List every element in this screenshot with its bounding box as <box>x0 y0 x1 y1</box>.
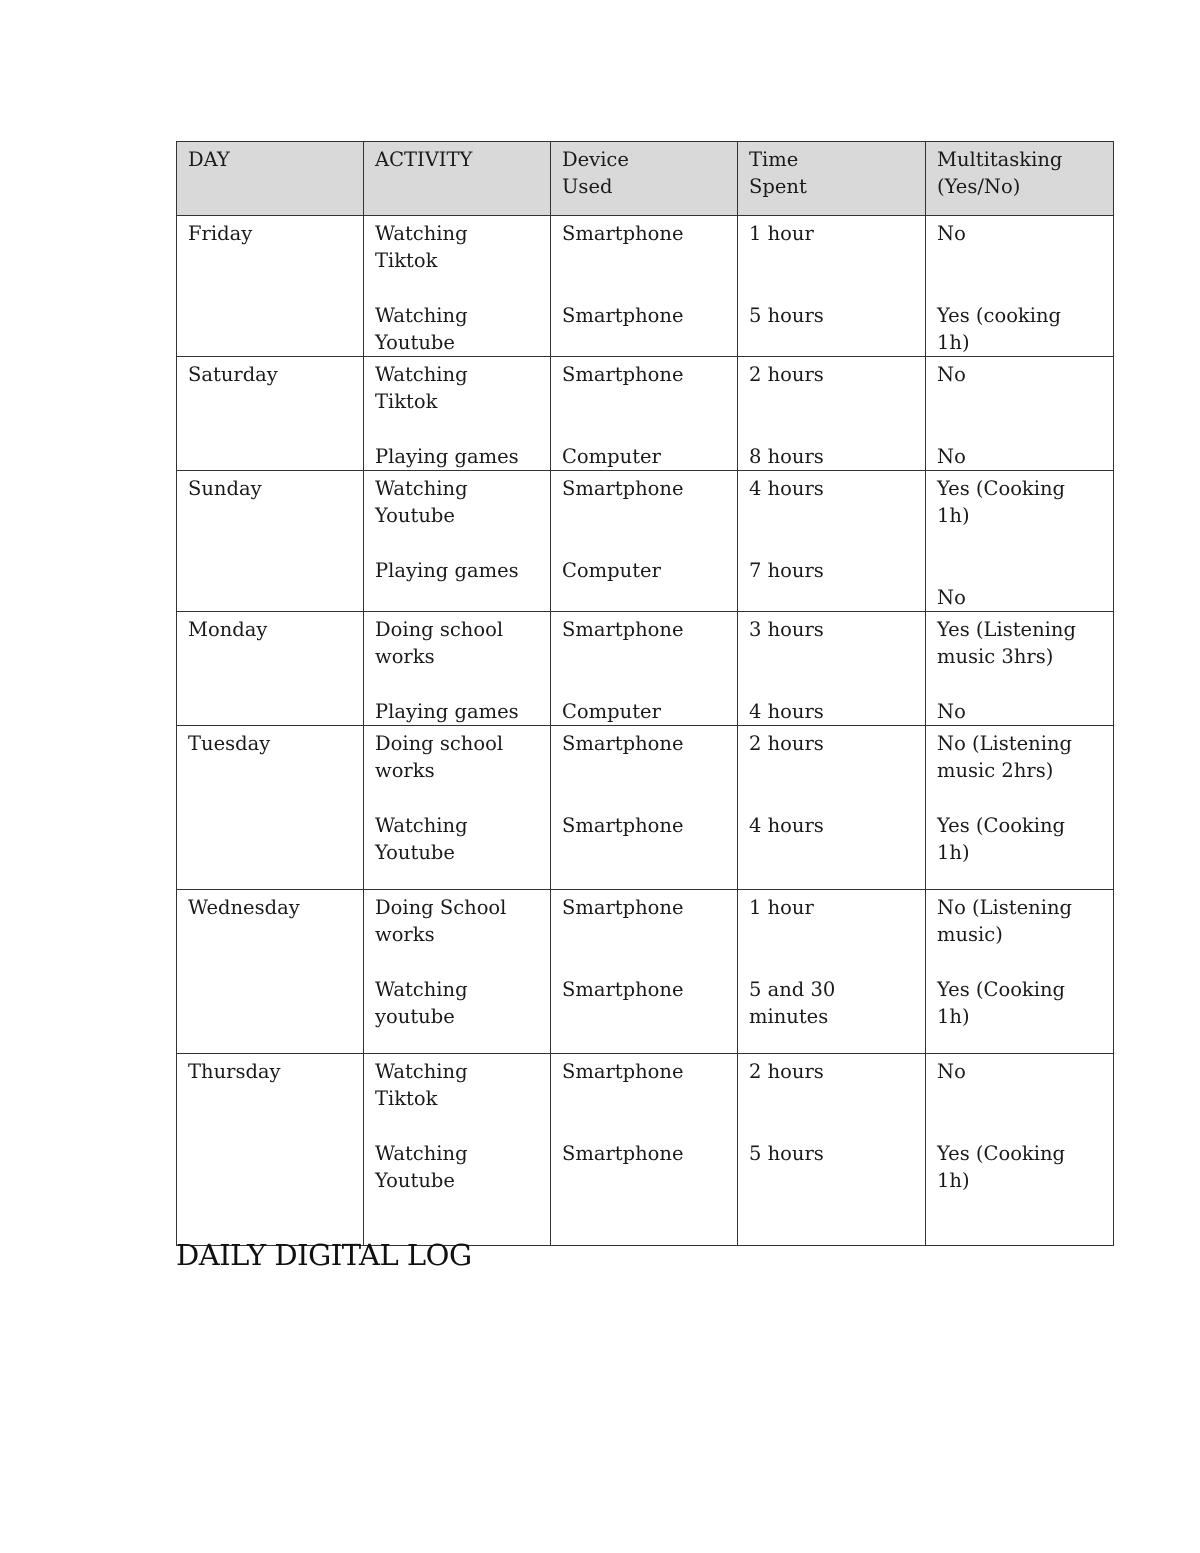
device-entry: Smartphone <box>562 814 684 837</box>
device-cell <box>551 890 738 1054</box>
multitasking-cell <box>926 890 1114 1054</box>
entry-gap <box>375 415 540 443</box>
time-spent-cell <box>738 726 926 890</box>
time-spent-entry: 5 hours <box>749 1142 824 1165</box>
activity-entry: Playing games <box>375 700 519 723</box>
multitasking-entry: No <box>937 700 966 723</box>
day-cell <box>177 357 364 471</box>
multitasking-entry: music 3hrs) <box>937 645 1054 668</box>
entry-gap <box>375 948 540 976</box>
activity-entry: Watching <box>375 363 468 386</box>
activity-entry: Watching <box>375 477 468 500</box>
multitasking-entry: No (Listening <box>937 732 1073 755</box>
time-spent-entry: 2 hours <box>749 1060 824 1083</box>
device-entry: Smartphone <box>562 1060 684 1083</box>
entry-gap <box>562 670 727 698</box>
header-cell-day <box>177 142 364 216</box>
multitasking-entry: No <box>937 586 966 609</box>
spacer <box>937 1085 1103 1112</box>
multitasking-entry: No <box>937 222 966 245</box>
time-spent-entry: 3 hours <box>749 618 824 641</box>
multitasking-entry: 1h) <box>937 1169 970 1192</box>
multitasking-entry: No <box>937 1060 966 1083</box>
device-entry: Computer <box>562 559 661 582</box>
activity-entry: Watching <box>375 1060 468 1083</box>
time-spent-entry: 1 hour <box>749 896 814 919</box>
entry-gap <box>375 1112 540 1140</box>
header-text: DAY <box>188 148 230 171</box>
spacer <box>562 502 727 529</box>
device-entry: Smartphone <box>562 978 684 1001</box>
multitasking-cell <box>926 726 1114 890</box>
spacer <box>749 921 915 948</box>
table-row <box>177 216 1114 357</box>
entry-gap <box>375 274 540 302</box>
device-entry: Smartphone <box>562 618 684 641</box>
header-text: Multitasking <box>937 148 1063 171</box>
activity-entry: Doing School <box>375 896 507 919</box>
header-text: (Yes/No) <box>937 175 1021 198</box>
multitasking-entry: Yes (Cooking <box>937 477 1066 500</box>
day-label: Tuesday <box>188 732 271 755</box>
entry-gap <box>749 529 915 557</box>
entry-gap <box>375 529 540 557</box>
activity-entry: Tiktok <box>375 249 438 272</box>
day-cell <box>177 890 364 1054</box>
entry-gap <box>749 784 915 812</box>
activity-entry: Doing school <box>375 732 504 755</box>
device-entry: Smartphone <box>562 304 684 327</box>
time-spent-cell <box>738 471 926 612</box>
spacer <box>749 643 915 670</box>
day-cell <box>177 216 364 357</box>
entry-gap <box>937 274 1103 302</box>
table-row <box>177 357 1114 471</box>
device-cell <box>551 357 738 471</box>
day-cell <box>177 726 364 890</box>
header-cell-device <box>551 142 738 216</box>
header-text: ACTIVITY <box>375 148 473 171</box>
entry-gap <box>749 948 915 976</box>
spacer <box>749 757 915 784</box>
time-spent-entry: 4 hours <box>749 477 824 500</box>
activity-cell <box>364 216 551 357</box>
multitasking-entry: No (Listening <box>937 896 1073 919</box>
multitasking-entry: 1h) <box>937 331 970 354</box>
activity-entry: Watching <box>375 1142 468 1165</box>
activity-entry: Watching <box>375 814 468 837</box>
entry-gap <box>937 529 1103 557</box>
table-header-row <box>177 142 1114 216</box>
entry-gap <box>562 274 727 302</box>
time-spent-entry: 1 hour <box>749 222 814 245</box>
activity-entry: works <box>375 645 435 668</box>
spacer <box>562 921 727 948</box>
device-entry: Smartphone <box>562 896 684 919</box>
activity-entry: Youtube <box>375 331 455 354</box>
activity-entry: Watching <box>375 978 468 1001</box>
activity-entry: Tiktok <box>375 390 438 413</box>
table-row <box>177 471 1114 612</box>
time-spent-cell <box>738 357 926 471</box>
activity-cell <box>364 357 551 471</box>
multitasking-entry: Yes (cooking <box>937 304 1062 327</box>
table-row <box>177 1054 1114 1246</box>
day-cell <box>177 471 364 612</box>
daily-digital-log-table <box>176 141 1114 1246</box>
device-cell <box>551 612 738 726</box>
time-spent-entry: 2 hours <box>749 732 824 755</box>
device-entry: Smartphone <box>562 1142 684 1165</box>
spacer <box>749 247 915 274</box>
multitasking-cell <box>926 357 1114 471</box>
device-entry: Smartphone <box>562 732 684 755</box>
time-spent-entry: 8 hours <box>749 445 824 468</box>
entry-gap <box>749 274 915 302</box>
activity-entry: Playing games <box>375 445 519 468</box>
activity-entry: Watching <box>375 222 468 245</box>
multitasking-entry: Yes (Listening <box>937 618 1076 641</box>
activity-entry: Doing school <box>375 618 504 641</box>
spacer <box>562 247 727 274</box>
entry-gap <box>749 1112 915 1140</box>
entry-gap <box>375 670 540 698</box>
multitasking-entry: 1h) <box>937 504 970 527</box>
multitasking-entry: 1h) <box>937 1005 970 1028</box>
activity-entry: works <box>375 759 435 782</box>
entry-gap <box>937 670 1103 698</box>
multitasking-cell <box>926 1054 1114 1246</box>
spacer <box>749 1085 915 1112</box>
multitasking-cell <box>926 471 1114 612</box>
table-row <box>177 726 1114 890</box>
activity-entry: works <box>375 923 435 946</box>
spacer <box>937 247 1103 274</box>
activity-entry: youtube <box>375 1005 455 1028</box>
activity-cell <box>364 471 551 612</box>
entry-gap <box>562 529 727 557</box>
entry-gap <box>937 784 1103 812</box>
spacer <box>937 388 1103 415</box>
spacer <box>562 643 727 670</box>
spacer <box>562 388 727 415</box>
day-cell <box>177 1054 364 1246</box>
multitasking-entry: music) <box>937 923 1003 946</box>
time-spent-entry: 4 hours <box>749 700 824 723</box>
time-spent-cell <box>738 1054 926 1246</box>
day-label: Friday <box>188 222 253 245</box>
time-spent-entry: 4 hours <box>749 814 824 837</box>
time-spent-entry: 2 hours <box>749 363 824 386</box>
spacer <box>749 502 915 529</box>
activity-cell <box>364 726 551 890</box>
header-cell-multitasking <box>926 142 1114 216</box>
time-spent-entry: 7 hours <box>749 559 824 582</box>
spacer <box>562 1085 727 1112</box>
device-entry: Smartphone <box>562 222 684 245</box>
header-text: Time <box>749 148 799 171</box>
device-cell <box>551 1054 738 1246</box>
device-entry: Smartphone <box>562 363 684 386</box>
activity-entry: Youtube <box>375 1169 455 1192</box>
time-spent-cell <box>738 890 926 1054</box>
time-spent-cell <box>738 216 926 357</box>
entry-gap <box>562 1112 727 1140</box>
entry-gap <box>749 670 915 698</box>
entry-gap <box>749 415 915 443</box>
multitasking-entry: Yes (Cooking <box>937 1142 1066 1165</box>
time-spent-entry: minutes <box>749 1005 829 1028</box>
multitasking-entry: No <box>937 445 966 468</box>
spacer <box>562 757 727 784</box>
device-entry: Smartphone <box>562 477 684 500</box>
entry-gap <box>562 784 727 812</box>
entry-gap <box>937 415 1103 443</box>
multitasking-cell <box>926 612 1114 726</box>
activity-entry: Youtube <box>375 504 455 527</box>
header-text: Used <box>562 175 613 198</box>
time-spent-entry: 5 hours <box>749 304 824 327</box>
time-spent-cell <box>738 612 926 726</box>
header-text: Spent <box>749 175 807 198</box>
table-row <box>177 612 1114 726</box>
header-cell-time <box>738 142 926 216</box>
entry-gap <box>937 948 1103 976</box>
multitasking-entry: No <box>937 363 966 386</box>
activity-entry: Tiktok <box>375 1087 438 1110</box>
multitasking-entry: 1h) <box>937 841 970 864</box>
header-text: Device <box>562 148 629 171</box>
entry-gap <box>562 948 727 976</box>
day-label: Saturday <box>188 363 278 386</box>
multitasking-entry: Yes (Cooking <box>937 814 1066 837</box>
entry-gap <box>562 415 727 443</box>
day-label: Sunday <box>188 477 262 500</box>
page-title: DAILY DIGITAL LOG <box>176 1238 472 1272</box>
day-label: Wednesday <box>188 896 300 919</box>
day-cell <box>177 612 364 726</box>
activity-entry: Watching <box>375 304 468 327</box>
activity-entry: Youtube <box>375 841 455 864</box>
activity-cell <box>364 890 551 1054</box>
day-label: Thursday <box>188 1060 281 1083</box>
table-row <box>177 890 1114 1054</box>
device-cell <box>551 471 738 612</box>
multitasking-cell <box>926 216 1114 357</box>
multitasking-entry: music 2hrs) <box>937 759 1054 782</box>
entry-gap <box>937 1112 1103 1140</box>
entry-gap <box>375 784 540 812</box>
spacer <box>937 557 1103 584</box>
device-entry: Computer <box>562 700 661 723</box>
device-entry: Computer <box>562 445 661 468</box>
spacer <box>749 388 915 415</box>
activity-entry: Playing games <box>375 559 519 582</box>
device-cell <box>551 726 738 890</box>
multitasking-entry: Yes (Cooking <box>937 978 1066 1001</box>
activity-cell <box>364 612 551 726</box>
header-cell-activity <box>364 142 551 216</box>
device-cell <box>551 216 738 357</box>
day-label: Monday <box>188 618 268 641</box>
activity-cell <box>364 1054 551 1246</box>
time-spent-entry: 5 and 30 <box>749 978 836 1001</box>
